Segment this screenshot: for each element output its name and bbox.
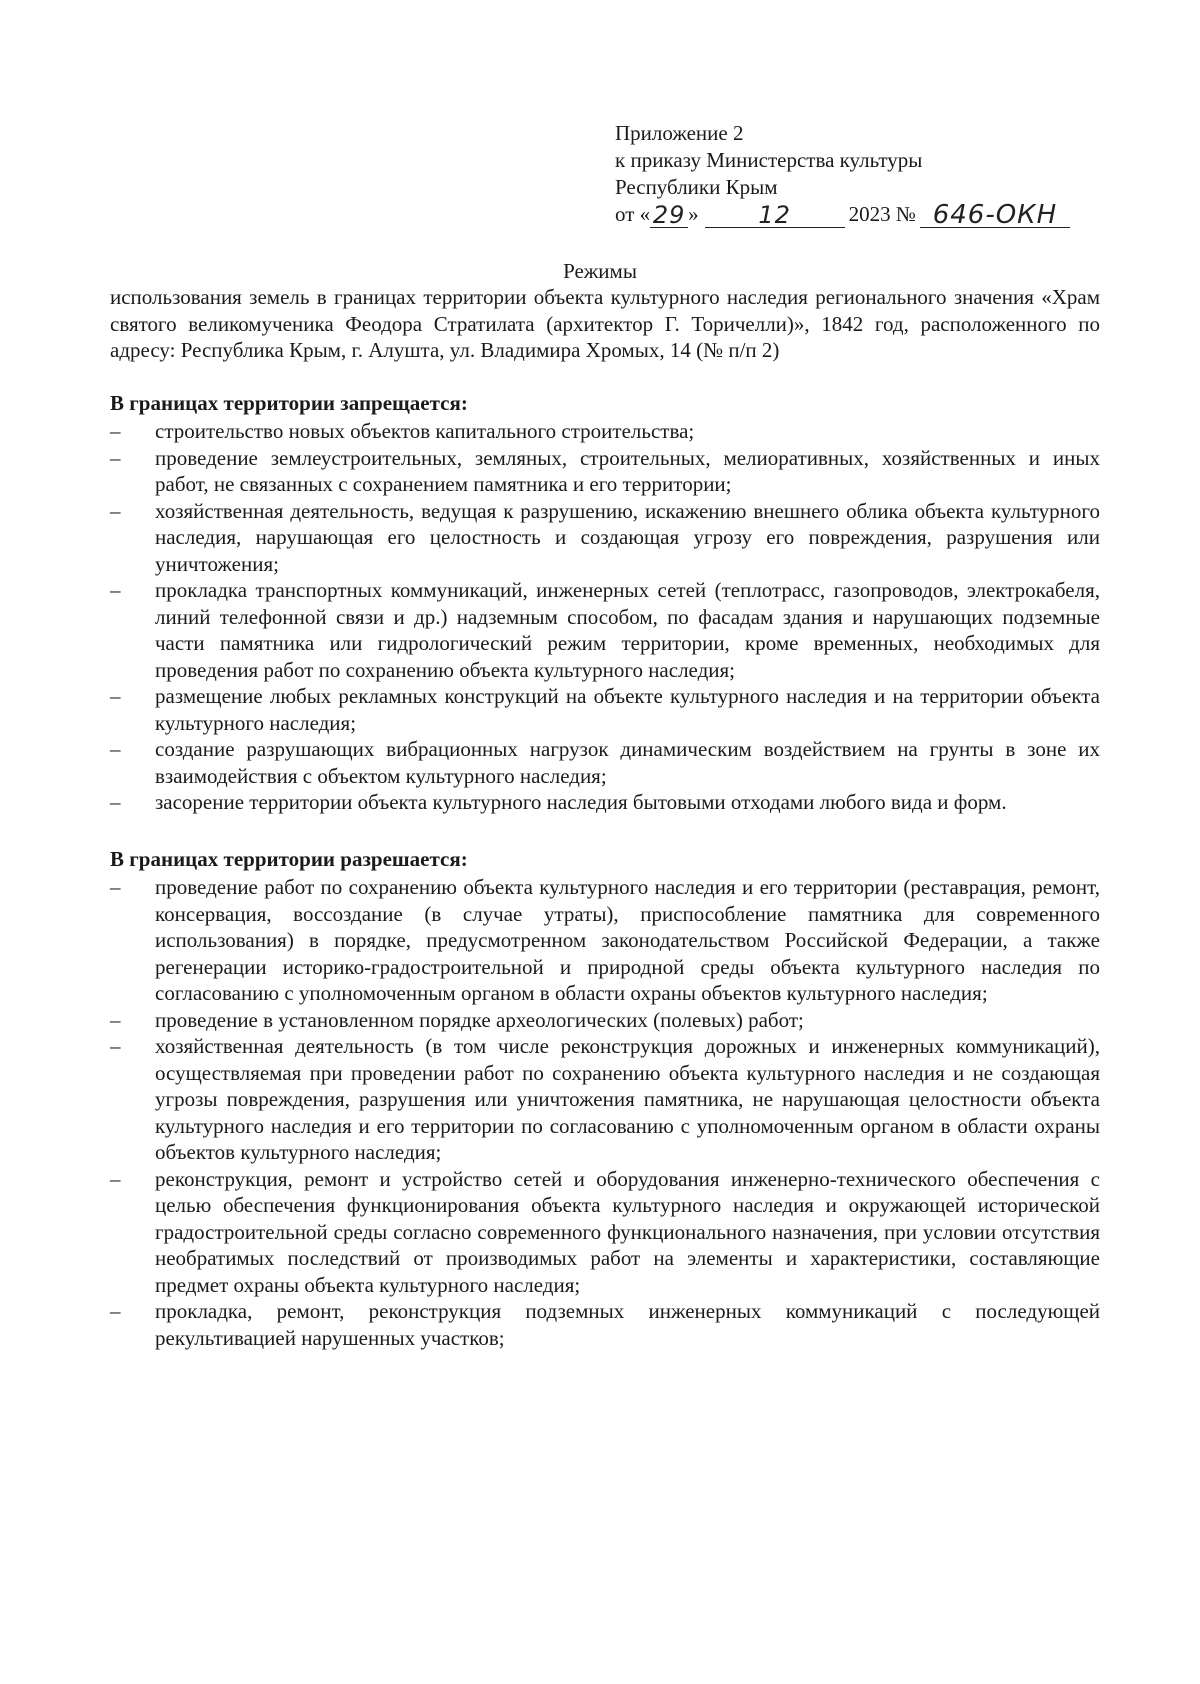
prohibited-item-text: размещение любых рекламных конструкций на объекте культурного наследия и на территории объекта культурного наследия; <box>155 684 1100 735</box>
appendix-line-3: Республики Крым <box>615 175 778 199</box>
appendix-line-1: Приложение 2 <box>615 121 744 145</box>
document-title: Режимы <box>563 259 637 283</box>
permitted-list <box>110 874 1100 1351</box>
bullet-dash: – <box>110 737 121 761</box>
order-number-handwritten: 646-ОКН <box>920 203 1070 228</box>
bullet-dash: – <box>110 498 121 523</box>
prohibited-list <box>110 418 1100 816</box>
bullet-dash: – <box>110 1034 121 1058</box>
prohibited-item-text: создание разрушающих вибрационных нагрузок динамическим воздействием на грунты в зоне их взаимодействия с объектом культурного наследия; <box>155 737 1100 788</box>
prohibited-item-text: хозяйственная деятельность, ведущая к разрушению, искажению внешнего облика объекта культурного наследия, нарушающая его целостность и создающая угрозу его повреждения, разрушения или уничтожения; <box>155 498 1100 576</box>
prohibited-heading: В границах территории запрещается: <box>110 390 468 415</box>
bullet-dash: – <box>110 445 121 470</box>
bullet-dash: – <box>110 1166 121 1191</box>
prohibited-item-text: засорение территории объекта культурного наследия бытовыми отходами любого вида и форм. <box>155 790 1007 814</box>
permitted-item-text: проведение в установленном порядке археологических (полевых) работ; <box>155 1007 804 1032</box>
prohibited-item <box>110 418 1100 445</box>
permitted-item <box>110 1166 1100 1299</box>
prohibited-item-text: прокладка транспортных коммуникаций, инженерных сетей (теплотрасс, газопроводов, электрокабеля, линий телефонной связи и др.) надземным способом, по фасадам здания и нарушающих подземные части памятника или гидрологический режим территории, кроме временных, необходимых для проведения работ по сохранению объекта культурного наследия; <box>155 578 1100 682</box>
prohibited-item-text: строительство новых объектов капитального строительства; <box>155 419 695 443</box>
intro-paragraph: использования земель в границах территории объекта культурного наследия регионального значения «Храм святого великомученика Феодора Стратилата (архитектор Г. Торичелли)», 1842 год, расположенного по адресу: Республика Крым, г. Алушта, ул. Владимира Хромых, 14 (№ п/п 2) <box>110 285 1100 362</box>
permitted-item <box>110 1033 1100 1166</box>
date-year: 2023 № <box>848 202 916 226</box>
bullet-dash: – <box>110 790 121 814</box>
bullet-dash: – <box>110 419 121 443</box>
permitted-item <box>110 1298 1100 1351</box>
permitted-item-text: проведение работ по сохранению объекта культурного наследия и его территории (реставрация, ремонт, консервация, воссоздание (в случае утраты), приспособление памятника для современного использования) в порядке, предусмотренном законодательством Российской Федерации, а также регенерации историко-градостроительной и природной среды объекта культурного наследия по согласованию с уполномоченным органом в области охраны объектов культурного наследия; <box>155 875 1100 1005</box>
document-body <box>110 284 1100 1351</box>
date-prefix: от « <box>615 202 651 226</box>
prohibited-item <box>110 736 1100 789</box>
bullet-dash: – <box>110 684 121 708</box>
prohibited-item <box>110 789 1100 816</box>
permitted-item-text: реконструкция, ремонт и устройство сетей и оборудования инженерно-технического обеспечения с целью обеспечения функционирования объекта культурного наследия и окружающей исторической градостроительной среды согласно современного функционального назначения, при условии отсутствия необратимых последствий от производимых работ на элементы и характеристики, составляющие предмет охраны объекта культурного наследия; <box>155 1166 1100 1297</box>
permitted-item <box>110 874 1100 1007</box>
bullet-dash: – <box>110 1007 121 1032</box>
permitted-item <box>110 1007 1100 1034</box>
date-quote-close: » <box>688 202 699 226</box>
appendix-header <box>615 120 1070 228</box>
prohibited-item-text: проведение землеустроительных, земляных, строительных, мелиоративных, хозяйственных и иных работ, не связанных с сохранением памятника и его территории; <box>155 445 1100 496</box>
date-day-handwritten: 29 <box>650 203 688 228</box>
date-month-handwritten: 12 <box>705 203 845 228</box>
permitted-item-text: прокладка, ремонт, реконструкция подземных инженерных коммуникаций с последующей рекультивацией нарушенных участков; <box>155 1299 1100 1350</box>
prohibited-item <box>110 445 1100 498</box>
prohibited-item <box>110 577 1100 683</box>
bullet-dash: – <box>110 578 121 602</box>
permitted-heading: В границах территории разрешается: <box>110 846 468 871</box>
appendix-line-2: к приказу Министерства культуры <box>615 148 923 172</box>
order-date-line <box>615 201 1070 228</box>
bullet-dash: – <box>110 875 121 899</box>
permitted-item-text: хозяйственная деятельность (в том числе реконструкция дорожных и инженерных коммуникаций), осуществляемая при проведении работ по сохранению объекта культурного наследия и не создающая угрозы повреждения, разрушения или уничтожения памятника, не нарушающая целостности объекта культурного наследия и его территории по согласованию с уполномоченным органом в области охраны объектов культурного наследия; <box>155 1034 1100 1164</box>
prohibited-item <box>110 683 1100 736</box>
prohibited-item <box>110 498 1100 578</box>
bullet-dash: – <box>110 1299 121 1323</box>
